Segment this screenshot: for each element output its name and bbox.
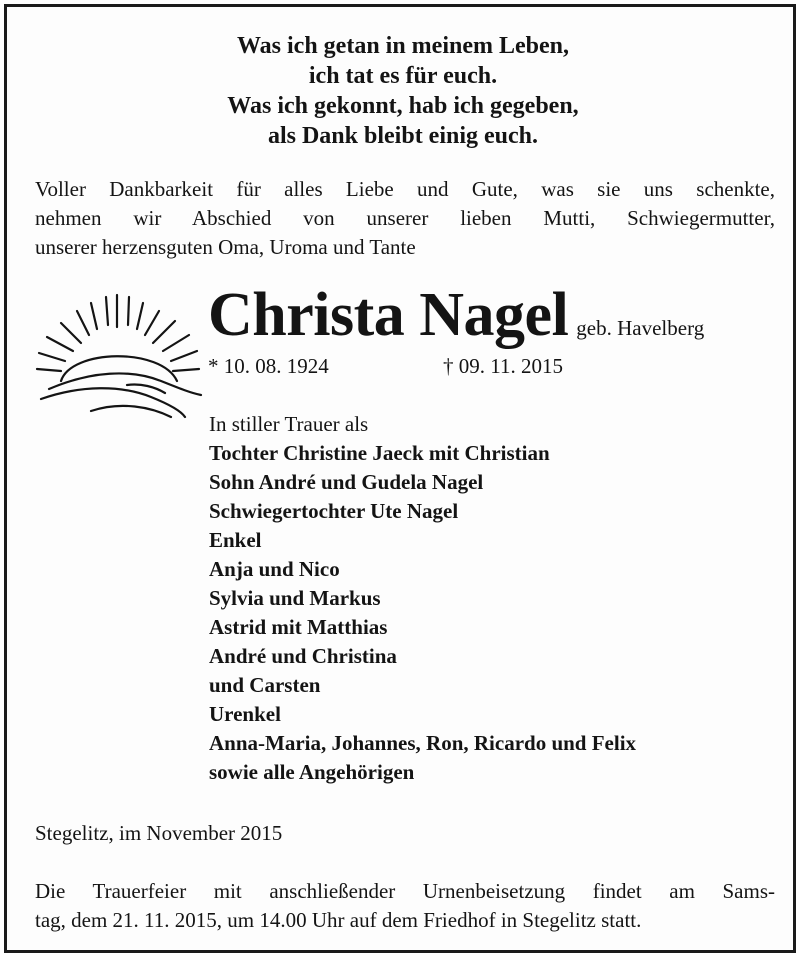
mourners-intro: In stiller Trauer als (209, 412, 369, 436)
mourner-line: Sylvia und Markus (209, 586, 381, 610)
mourner-line: André und Christina (209, 644, 397, 668)
funeral-line: tag, dem 21. 11. 2015, um 14.00 Uhr auf dem Friedhof in Stegelitz statt. (35, 908, 642, 932)
birth-date: * 10. 08. 1924 (208, 354, 329, 378)
poem-line: Was ich gekonnt, hab ich gegeben, (227, 93, 579, 119)
poem-line: ich tat es für euch. (308, 63, 498, 89)
funeral-notice (35, 877, 775, 935)
mourner-line: Enkel (209, 528, 262, 552)
mourner-line: Schwiegertochter Ute Nagel (209, 499, 459, 523)
intro-paragraph (35, 175, 775, 262)
intro-line: Voller Dankbarkeit für alles Liebe und Gute, was sie uns schenkte, (35, 177, 775, 201)
mourner-line: und Carsten (209, 673, 321, 697)
mourner-line: sowie alle Angehörigen (209, 760, 415, 784)
death-date: † 09. 11. 2015 (443, 354, 563, 378)
life-dates (208, 352, 563, 380)
mourner-line: Tochter Christine Jaeck mit Christian (209, 441, 550, 465)
poem-line: Was ich getan in meinem Leben, (236, 33, 569, 59)
place-and-date: Stegelitz, im November 2015 (35, 821, 283, 845)
obituary-notice (4, 4, 796, 953)
mourner-line: Anna-Maria, Johannes, Ron, Ricardo und Felix (209, 731, 637, 755)
mourner-line: Anja und Nico (209, 557, 340, 581)
mourner-line: Urenkel (209, 702, 281, 726)
sunset-over-hills-icon (31, 289, 207, 437)
poem-line: als Dank bleibt einig euch. (267, 123, 539, 149)
deceased-name: Christa Nagel (208, 281, 569, 349)
intro-line: unserer herzensguten Oma, Uroma und Tante (35, 235, 416, 259)
memorial-poem (7, 31, 799, 151)
intro-line: nehmen wir Abschied von unserer lieben Mutti, Schwiegermutter, (35, 206, 775, 230)
mourner-line: Sohn André und Gudela Nagel (209, 470, 484, 494)
funeral-line: Die Trauerfeier mit anschließender Urnenbeisetzung findet am Sams- (35, 879, 775, 903)
mourner-line: Astrid mit Matthias (209, 615, 388, 639)
deceased-name-line (208, 279, 704, 351)
mourners-list (209, 410, 779, 787)
birth-name: geb. Havelberg (576, 316, 705, 340)
